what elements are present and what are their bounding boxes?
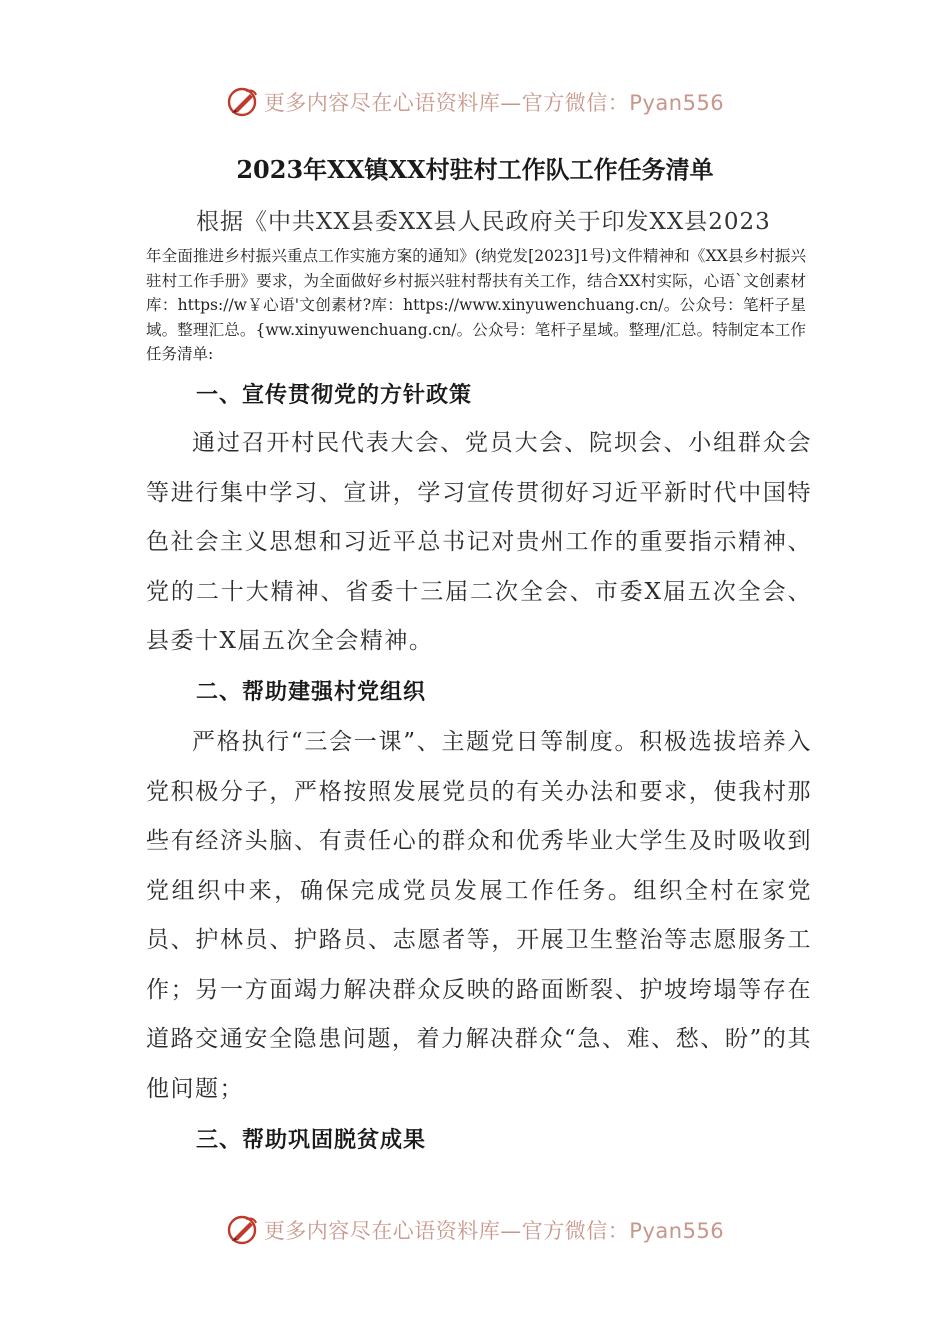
footer-watermark-banner bbox=[0, 1208, 950, 1252]
document-title: 2023年XX镇XX村驻村工作队工作任务清单 bbox=[236, 155, 714, 184]
watermark-text: 更多内容尽在心语资料库—官方微信：Pyan556 bbox=[263, 91, 725, 115]
watermark-text: 更多内容尽在心语资料库—官方微信：Pyan556 bbox=[263, 1219, 725, 1243]
intro-paragraph: 年全面推进乡村振兴重点工作实施方案的通知》(纳党发[2023]1号)文件精神和《XX县乡村振兴驻村工作手册》要求，为全面做好乡村振兴驻村帮扶有关工作，结合XX村实际，心语`文创素材库：https://w￥心语'文创素材?库：https://www.xinyuwenchuang.cn/。公众号：笔杆子星域。整理汇总。{ww.xinyuwenchuang.cn/。公众号：笔杆子星域。整理/汇总。特制定本工作任务清单: bbox=[146, 247, 806, 363]
section-heading-3: 三、帮助巩固脱贫成果 bbox=[196, 1127, 427, 1153]
section-heading-1: 一、宣传贯彻党的方针政策 bbox=[196, 382, 473, 408]
pen-logo-icon bbox=[226, 1213, 260, 1247]
section-body-1: 通过召开村民代表大会、党员大会、院坝会、小组群众会等进行集中学习、宣讲，学习宣传贯彻好习近平新时代中国特色社会主义思想和习近平总书记对贵州工作的重要指示精神、党的二十大精神、省委十三届二次全会、市委X届五次全会、县委十X届五次全会精神。 bbox=[146, 430, 812, 654]
header-watermark-banner bbox=[0, 80, 950, 124]
section-heading-2: 二、帮助建强村党组织 bbox=[196, 679, 427, 705]
intro-first-line: 根据《中共XX县委XX县人民政府关于印发XX县2023 bbox=[196, 209, 771, 235]
section-body-2: 严格执行“三会一课”、主题党日等制度。积极选拔培养入党积极分子，严格按照发展党员的有关办法和要求，使我村那些有经济头脑、有责任心的群众和优秀毕业大学生及时吸收到党组织中来，确保完成党员发展工作任务。组织全村在家党员、护林员、护路员、志愿者等，开展卫生整治等志愿服务工作；另一方面竭力解决群众反映的路面断裂、护坡垮塌等存在道路交通安全隐患问题，着力解决群众“急、难、愁、盼”的其他问题； bbox=[146, 729, 812, 1102]
pen-logo-icon bbox=[226, 85, 260, 119]
